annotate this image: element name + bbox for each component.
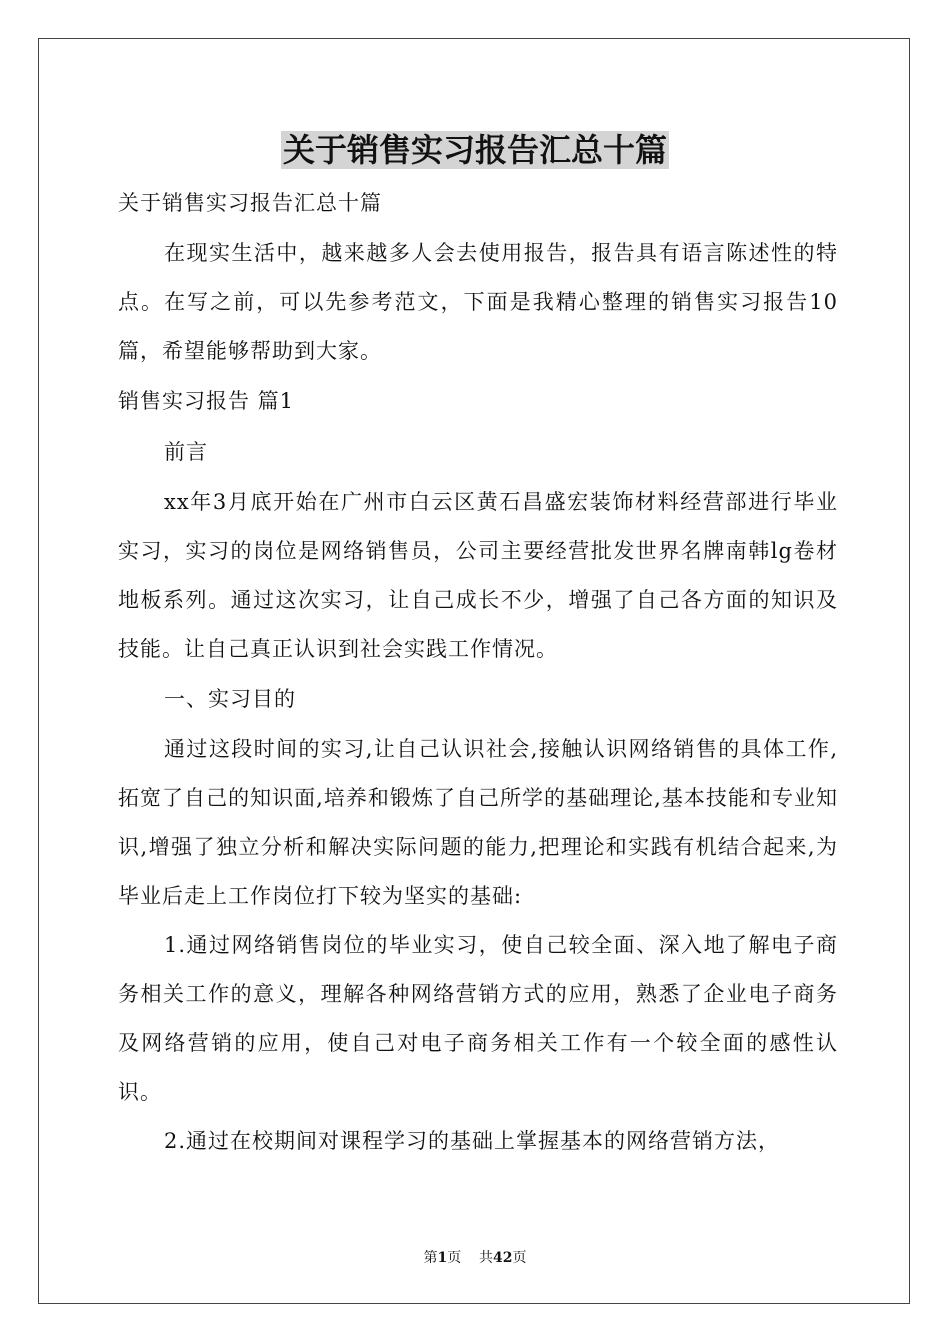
purpose-item-1: 1.通过网络销售岗位的毕业实习，使自己较全面、深入地了解电子商务相关工作的意义，理解各种网络营销方式的应用，熟悉了企业电子商务及网络营销的应用，使自己对电子商务相关工作有一个较全面的感性认识。	[118, 933, 838, 1104]
preface-paragraph: xx年3月底开始在广州市白云区黄石昌盛宏装饰材料经营部进行毕业实习，实习的岗位是网络销售员，公司主要经营批发世界名牌南韩lg卷材地板系列。通过这次实习，让自己成长不少，增强了自己各方面的知识及技能。让自己真正认识到社会实践工作情况。	[118, 490, 838, 661]
total-label-prefix: 共	[479, 1250, 494, 1266]
purpose-heading: 一、实习目的	[164, 687, 296, 711]
total-label-suffix: 页	[512, 1250, 527, 1266]
purpose-item-2: 2.通过在校期间对课程学习的基础上掌握基本的网络营销方法，	[164, 1129, 781, 1153]
section-heading: 销售实习报告 篇1	[118, 389, 295, 413]
page-label-prefix: 第	[423, 1250, 438, 1266]
document-body	[118, 178, 838, 1166]
subtitle-paragraph: 关于销售实习报告汇总十篇	[118, 191, 382, 215]
preface-heading: 前言	[164, 440, 208, 464]
page-current-number: 1	[437, 1250, 448, 1266]
document-title-text: 关于销售实习报告汇总十篇	[282, 131, 667, 169]
document-title	[0, 128, 950, 172]
purpose-paragraph: 通过这段时间的实习,让自己认识社会,接触认识网络销售的具体工作,拓宽了自己的知识面,培养和锻炼了自己所学的基础理论,基本技能和专业知识,增强了独立分析和解决实际问题的能力,把理论和实践有机结合起来,为毕业后走上工作岗位打下较为坚实的基础:	[118, 737, 838, 908]
page-total-number: 42	[493, 1250, 513, 1266]
page-label-mid: 页	[447, 1250, 462, 1266]
intro-paragraph: 在现实生活中，越来越多人会去使用报告，报告具有语言陈述性的特点。在写之前，可以先参考范文，下面是我精心整理的销售实习报告10篇，希望能够帮助到大家。	[118, 241, 838, 363]
page-footer	[0, 1248, 950, 1268]
